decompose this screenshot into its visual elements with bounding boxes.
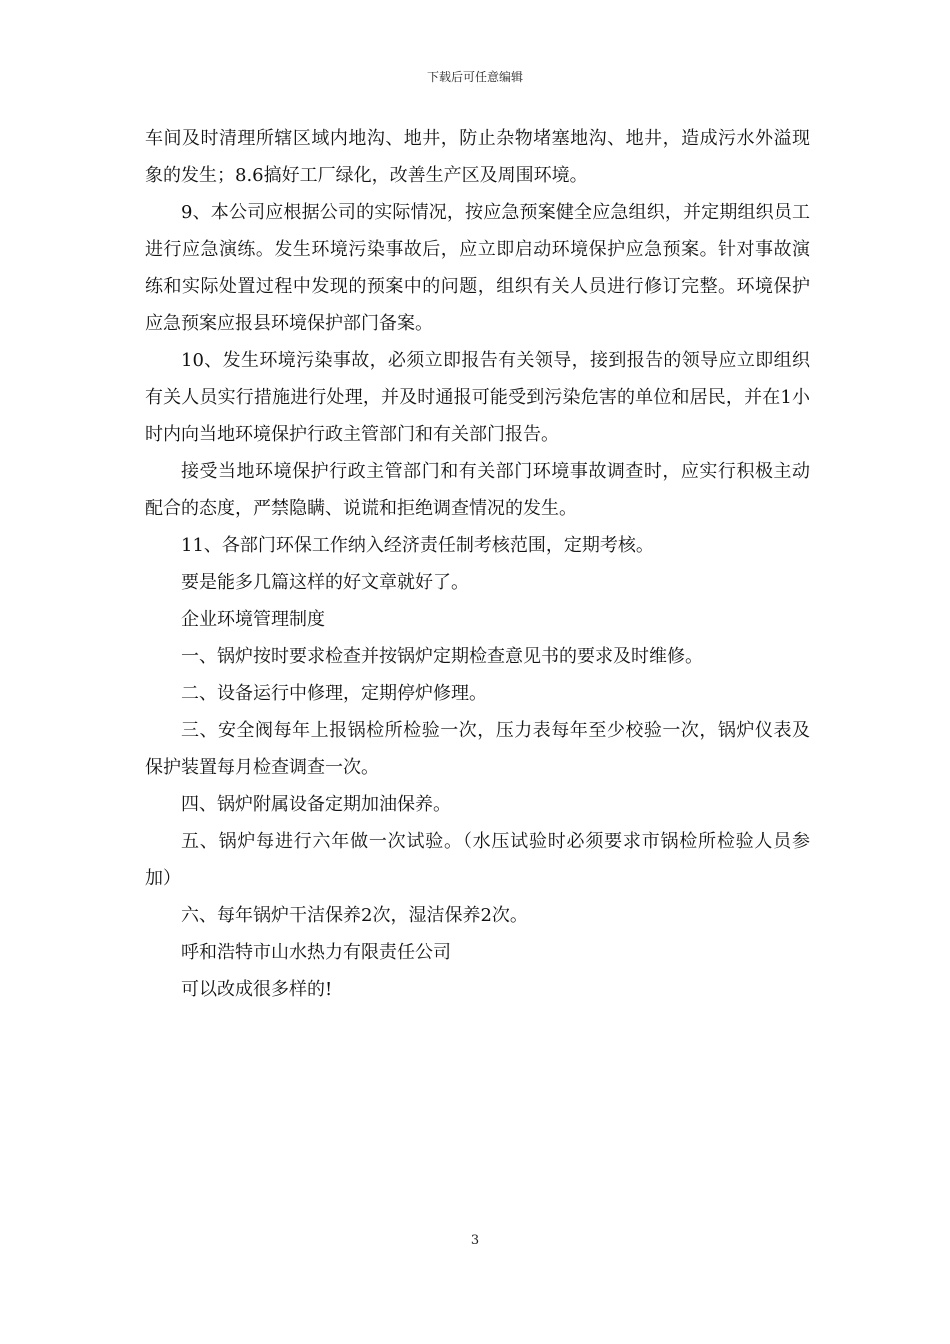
paragraph-0: 车间及时清理所辖区域内地沟、地井，防止杂物堵塞地沟、地井，造成污水外溢现象的发生；8.6搞好工厂绿化，改善生产区及周围环境。 xyxy=(145,128,810,186)
paragraph-6: 企业环境管理制度 xyxy=(181,609,325,630)
paragraph-10: 四、锅炉附属设备定期加油保养。 xyxy=(181,794,451,815)
paragraph-3: 接受当地环境保护行政主管部门和有关部门环境事故调查时，应实行积极主动配合的态度，严禁隐瞒、说谎和拒绝调查情况的发生。 xyxy=(145,461,810,519)
document-body xyxy=(145,120,810,1008)
paragraph-13: 呼和浩特市山水热力有限责任公司 xyxy=(181,942,451,963)
page-header: 下载后可任意编辑 xyxy=(426,70,523,84)
paragraph-11: 五、锅炉每进行六年做一次试验。（水压试验时必须要求市锅检所检验人员参加） xyxy=(145,831,810,889)
paragraph-14: 可以改成很多样的! xyxy=(181,979,333,1000)
paragraph-4: 11、各部门环保工作纳入经济责任制考核范围，定期考核。 xyxy=(181,535,654,556)
paragraph-2: 10、发生环境污染事故，必须立即报告有关领导，接到报告的领导应立即组织有关人员实行措施进行处理，并及时通报可能受到污染危害的单位和居民，并在1小时内向当地环境保护行政主管部门和有关部门报告。 xyxy=(145,350,810,445)
paragraph-9: 三、安全阀每年上报锅检所检验一次，压力表每年至少校验一次，锅炉仪表及保护装置每月检查调查一次。 xyxy=(145,720,810,778)
paragraph-5: 要是能多几篇这样的好文章就好了。 xyxy=(181,572,469,593)
paragraph-1: 9、本公司应根据公司的实际情况，按应急预案健全应急组织，并定期组织员工进行应急演练。发生环境污染事故后，应立即启动环境保护应急预案。针对事故演练和实际处置过程中发现的预案中的问题，组织有关人员进行修订完整。环境保护应急预案应报县环境保护部门备案。 xyxy=(145,202,810,334)
paragraph-12: 六、每年锅炉干洁保养2次，湿洁保养2次。 xyxy=(181,905,528,926)
paragraph-8: 二、设备运行中修理，定期停炉修理。 xyxy=(181,683,487,704)
paragraph-7: 一、锅炉按时要求检查并按锅炉定期检查意见书的要求及时维修。 xyxy=(181,646,703,667)
page-number: 3 xyxy=(470,1233,480,1248)
